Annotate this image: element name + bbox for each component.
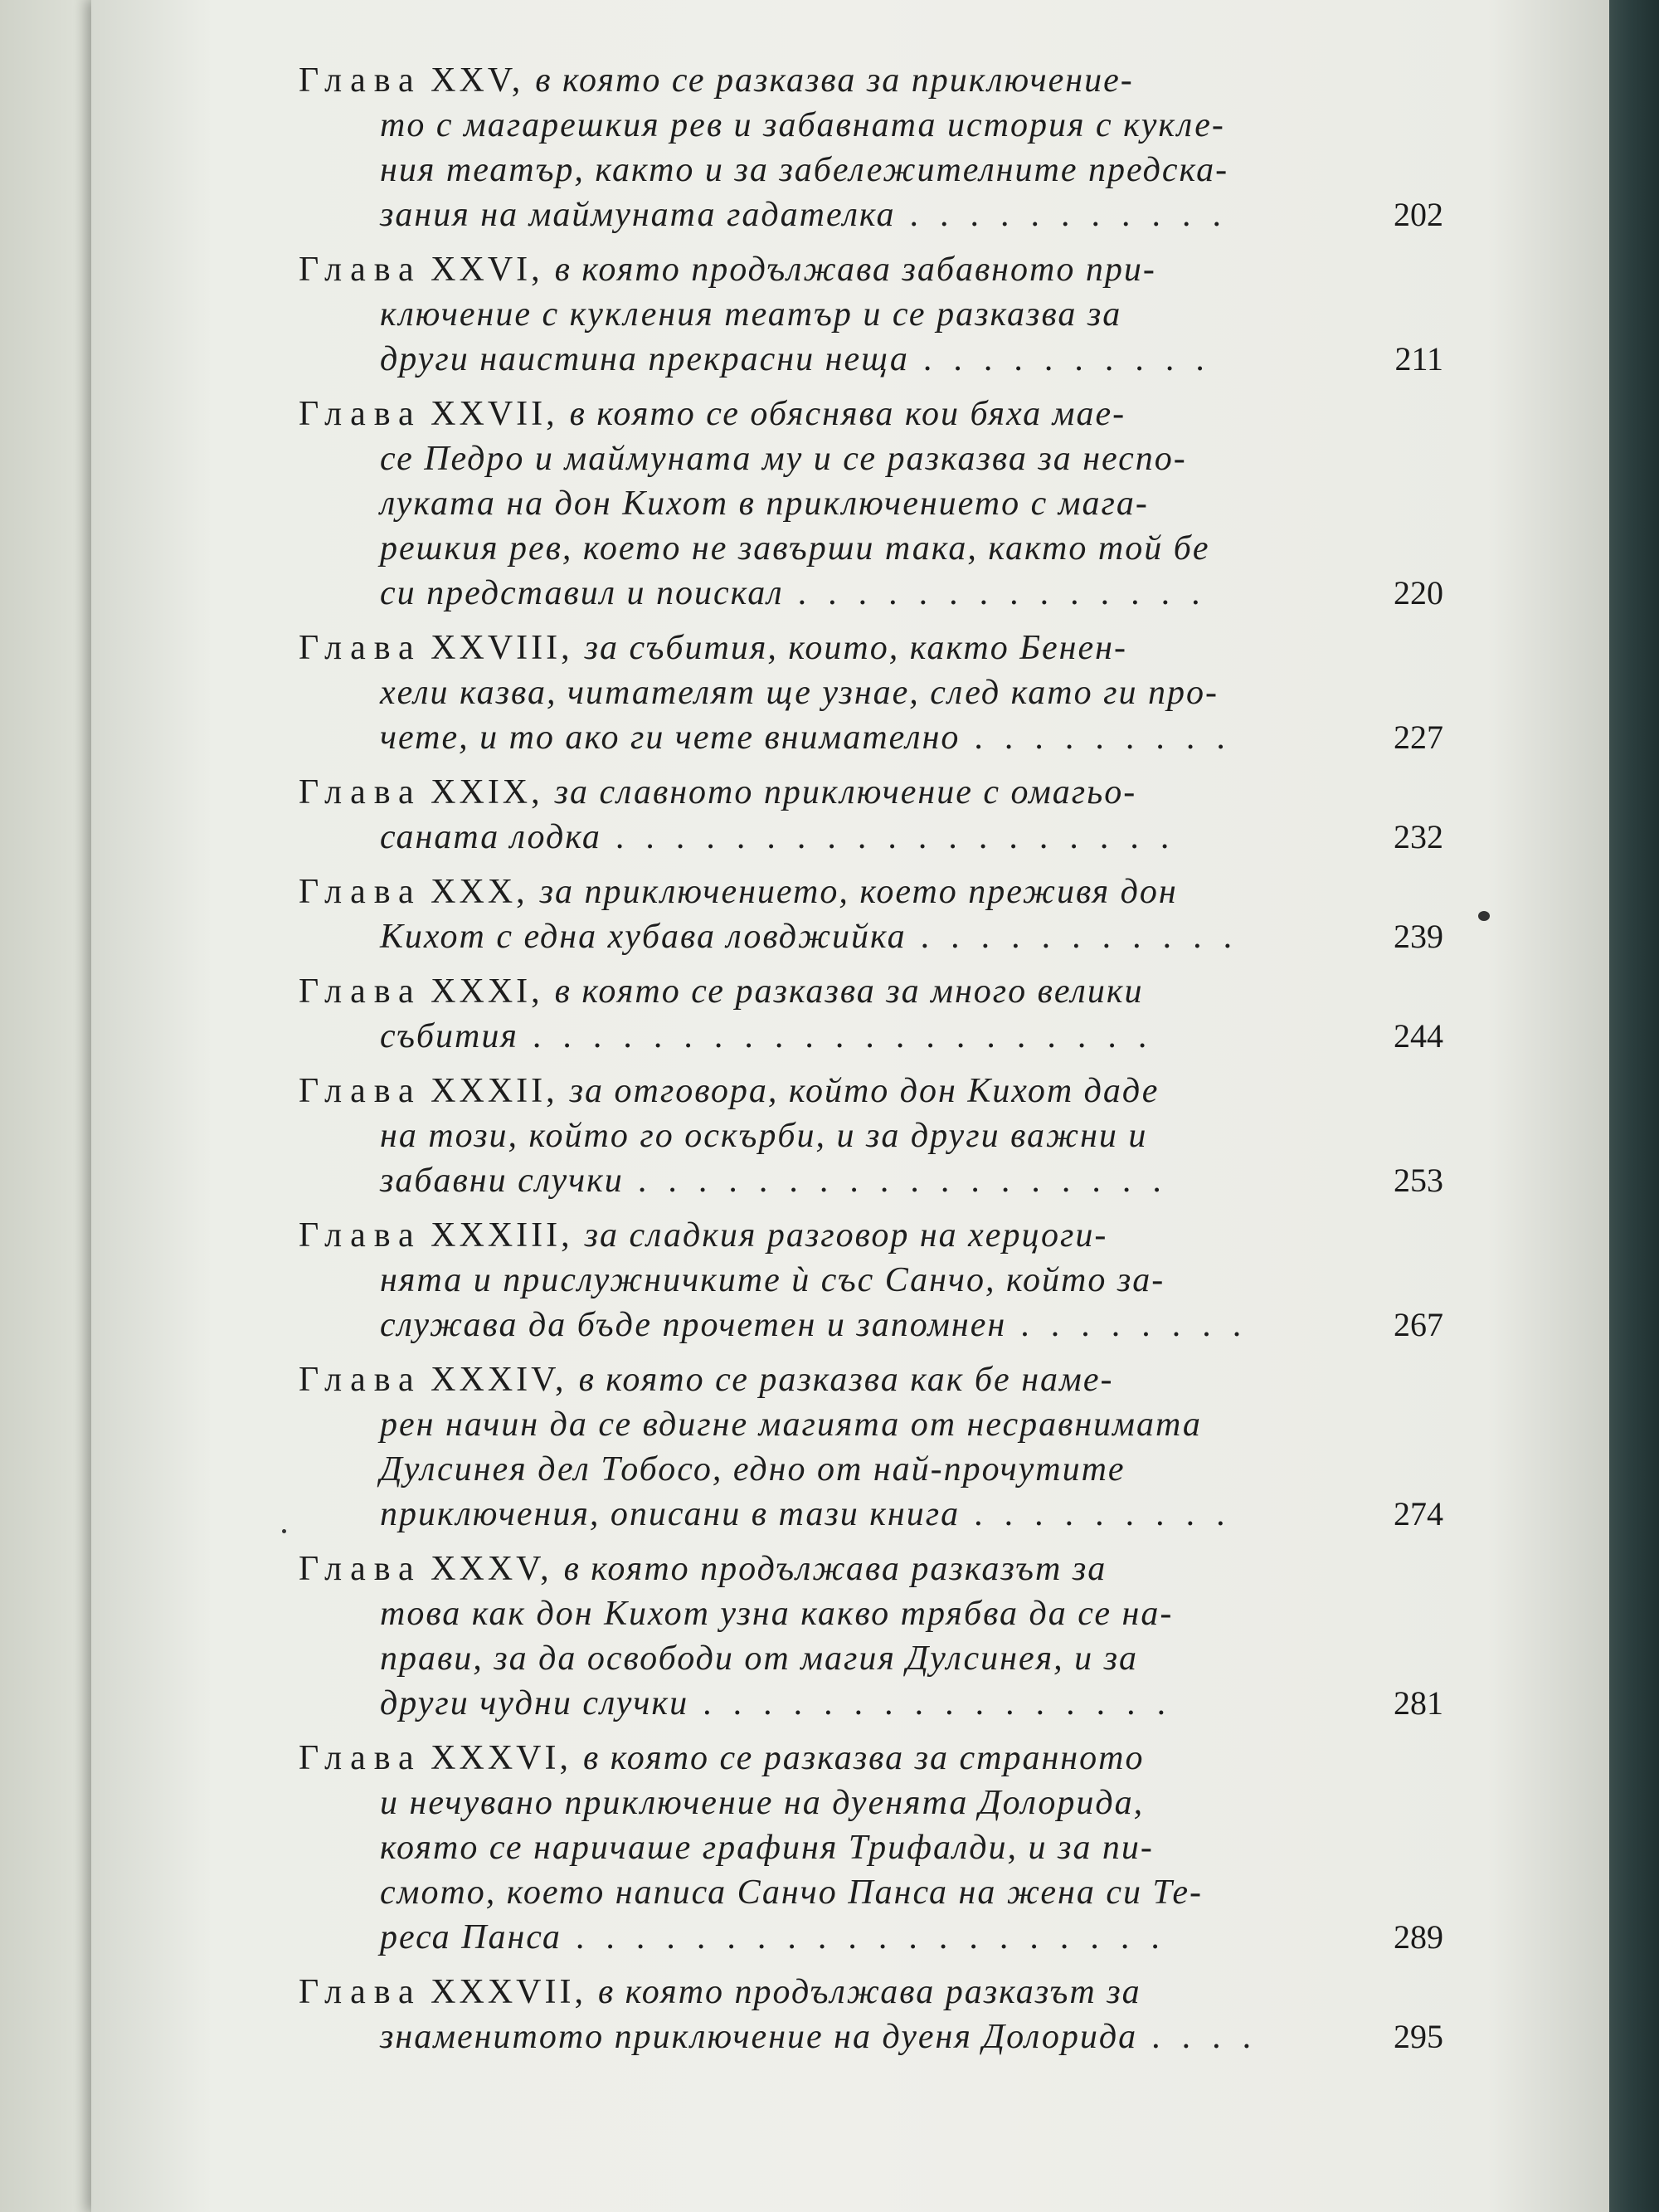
chapter-description: събития [380,1017,518,1055]
page-number: 253 [1394,1162,1443,1199]
toc-entry-line [299,526,1443,571]
dot-leader: .................... [576,1918,1182,1956]
right-background [1609,0,1659,2212]
toc-entry-line [299,1915,1443,1960]
toc-entry-heading [299,626,1443,670]
dot-leader: ................... [615,818,1192,856]
page-number: 289 [1394,1918,1443,1956]
toc-entry [299,1069,1443,1203]
toc-entry [299,1213,1443,1347]
toc-entry-line [299,2015,1443,2059]
dot-leader: ........... [910,196,1243,234]
toc-entry-line [299,148,1443,192]
chapter-numeral: XXXVII, [431,1973,586,2011]
chapter-numeral: XXXV, [431,1550,552,1588]
toc-entry [299,1970,1443,2059]
toc-entry [299,392,1443,616]
chapter-numeral: XXVIII, [431,629,573,667]
chapter-description: в която се разказва за странното [582,1739,1145,1777]
chapter-description: на този, който го оскърби, и за други важни и [380,1117,1148,1155]
chapter-description: луката на дон Кихот в приключението с мага- [380,485,1149,523]
toc-entry-heading [299,1213,1443,1258]
chapter-label: Глава [299,1550,422,1588]
toc-entry-line [299,1870,1443,1915]
ink-dot [1478,911,1490,921]
chapter-label: Глава [299,251,422,289]
chapter-numeral: XXX, [431,873,528,911]
dot-leader: ................ [703,1684,1189,1722]
chapter-label: Глава [299,61,422,100]
chapter-description: в която продължава разказът за [563,1550,1107,1588]
toc-entry-line [299,1681,1443,1726]
toc-entry-heading [299,969,1443,1014]
toc-entry-line [299,1402,1443,1447]
page-number: 232 [1394,818,1443,855]
toc-entry-line [299,715,1443,760]
page-number: 220 [1394,574,1443,611]
chapter-description: приключения, описани в тази книга [380,1495,961,1533]
chapter-description: се Педро и маймуната му и се разказва за неспо- [380,440,1187,478]
toc-entry [299,626,1443,760]
toc-entry-line [299,1303,1443,1347]
toc-entry-heading [299,247,1443,292]
chapter-description: Кихот с една хубава ловджийка [380,918,907,956]
chapter-description: реса Панса [380,1918,562,1956]
toc-entry-heading [299,1547,1443,1591]
toc-entry-line [299,1014,1443,1059]
toc-entry-line [299,337,1443,382]
toc-entry-line [299,914,1443,959]
chapter-description: чете, и то ако ги чете внимателно [380,719,961,757]
toc-entry-line [299,1113,1443,1158]
chapter-label: Глава [299,629,422,667]
chapter-description: това как дон Кихот узна какво трябва да се на- [380,1595,1174,1633]
toc-entry [299,58,1443,237]
chapter-description: в която се разказва как бе наме- [578,1361,1114,1399]
table-of-contents [299,58,1443,2069]
toc-entry-line [299,1591,1443,1636]
toc-entry-heading [299,1736,1443,1781]
toc-entry-line [299,1158,1443,1203]
chapter-numeral: XXVII, [431,395,558,433]
page-number: 295 [1394,2018,1443,2055]
chapter-label: Глава [299,972,422,1011]
chapter-numeral: XXV, [431,61,524,100]
ink-speck [282,1529,286,1533]
toc-entry-heading [299,770,1443,815]
chapter-description: в която продължава разказът за [597,1973,1141,2011]
toc-entry-heading [299,1970,1443,2015]
chapter-description: прави, за да освободи от магия Дулсинея, и за [380,1640,1139,1678]
toc-entry-heading [299,1069,1443,1113]
chapter-numeral: XXXIV, [431,1361,567,1399]
page-number: 281 [1394,1684,1443,1722]
toc-entry-line [299,192,1443,237]
chapter-description: рен начин да се вдигне магията от несравнимата [380,1406,1202,1444]
toc-entry-heading [299,58,1443,103]
toc-entry-line [299,815,1443,860]
dot-leader: ..................... [533,1017,1170,1055]
chapter-description: в която се обяснява кои бяха мае- [569,395,1126,433]
dot-leader: .................. [638,1162,1184,1200]
chapter-description: в която се разказва за много велики [554,972,1144,1011]
toc-entry [299,969,1443,1059]
toc-entry-line [299,1781,1443,1825]
toc-entry [299,770,1443,860]
page-number: 267 [1394,1306,1443,1343]
dot-leader: ......... [975,719,1248,757]
chapter-label: Глава [299,1739,422,1777]
chapter-description: за сладкия разговор на херцоги- [584,1216,1108,1255]
chapter-numeral: XXXII, [431,1072,558,1110]
chapter-description: за отговора, който дон Кихот даде [569,1072,1160,1110]
dot-leader: ........... [921,918,1255,956]
chapter-numeral: XXVI, [431,251,543,289]
toc-entry-line [299,1636,1443,1681]
chapter-description: която се наричаше графиня Трифалди, и за пи- [380,1829,1154,1867]
chapter-description: за славното приключение с омагьо- [554,773,1137,811]
dot-leader: ........ [1021,1306,1264,1344]
toc-entry [299,1547,1443,1726]
toc-entry-line [299,571,1443,616]
toc-entry [299,1736,1443,1960]
chapter-description: си представил и поискал [380,574,784,612]
chapter-description: други наистина прекрасни неща [380,340,909,378]
chapter-description: служава да бъде прочетен и запомнен [380,1306,1007,1344]
toc-entry-line [299,481,1443,526]
chapter-description: забавни случки [380,1162,624,1200]
chapter-description: смото, което написа Санчо Панса на жена си Те- [380,1873,1203,1912]
chapter-description: и нечувано приключение на дуенята Долорида, [380,1784,1145,1822]
chapter-description: Дулсинея дел Тобосо, едно от най-прочутите [380,1450,1126,1488]
chapter-numeral: XXIX, [431,773,543,811]
page-number: 239 [1394,918,1443,955]
dot-leader: .............. [798,574,1223,612]
chapter-description: ния театър, както и за забележителните предска- [380,151,1229,189]
page-number: 274 [1394,1495,1443,1532]
chapter-description: решкия рев, което не завърши така, както той бе [380,529,1210,568]
page-number: 202 [1394,196,1443,233]
chapter-description: хели казва, читателят ще узнае, след като ги про- [380,674,1219,712]
chapter-numeral: XXXVI, [431,1739,572,1777]
chapter-label: Глава [299,395,422,433]
chapter-description: в която се разказва за приключение- [535,61,1134,100]
chapter-label: Глава [299,773,422,811]
dot-leader: .... [1152,2018,1274,2056]
chapter-numeral: XXXIII, [431,1216,573,1255]
page-number: 211 [1394,340,1443,378]
chapter-description: знаменитото приключение на дуеня Долорида [380,2018,1138,2056]
toc-entry-line [299,1825,1443,1870]
chapter-description: ключение с кукления театър и се разказва за [380,295,1122,334]
chapter-label: Глава [299,1973,422,2011]
chapter-description: други чудни случки [380,1684,689,1722]
toc-entry-line [299,436,1443,481]
toc-entry [299,1357,1443,1537]
chapter-description: в която продължава забавното при- [554,251,1156,289]
chapter-description: нята и прислужничките ѝ със Санчо, който за- [380,1261,1165,1299]
toc-entry [299,870,1443,959]
chapter-description: за събития, които, както Бенен- [584,629,1127,667]
chapter-label: Глава [299,1361,422,1399]
dot-leader: .......... [923,340,1227,378]
page-number: 244 [1394,1017,1443,1055]
toc-entry-line [299,292,1443,337]
chapter-description: зания на маймуната гадателка [380,196,896,234]
toc-entry-line [299,1492,1443,1537]
chapter-description: саната лодка [380,818,601,856]
toc-entry [299,247,1443,382]
toc-entry-line [299,1447,1443,1492]
dot-leader: ......... [975,1495,1248,1533]
toc-entry-line [299,103,1443,148]
toc-entry-line [299,1258,1443,1303]
chapter-description: за приключението, което преживя дон [539,873,1178,911]
page-number: 227 [1394,719,1443,756]
toc-entry-heading [299,1357,1443,1402]
chapter-description: то с магарешкия рев и забавната история с кукле- [380,106,1225,144]
toc-entry-line [299,670,1443,715]
chapter-label: Глава [299,1216,422,1255]
toc-entry-heading [299,870,1443,914]
toc-entry-heading [299,392,1443,436]
chapter-label: Глава [299,873,422,911]
chapter-label: Глава [299,1072,422,1110]
chapter-numeral: XXXI, [431,972,543,1011]
